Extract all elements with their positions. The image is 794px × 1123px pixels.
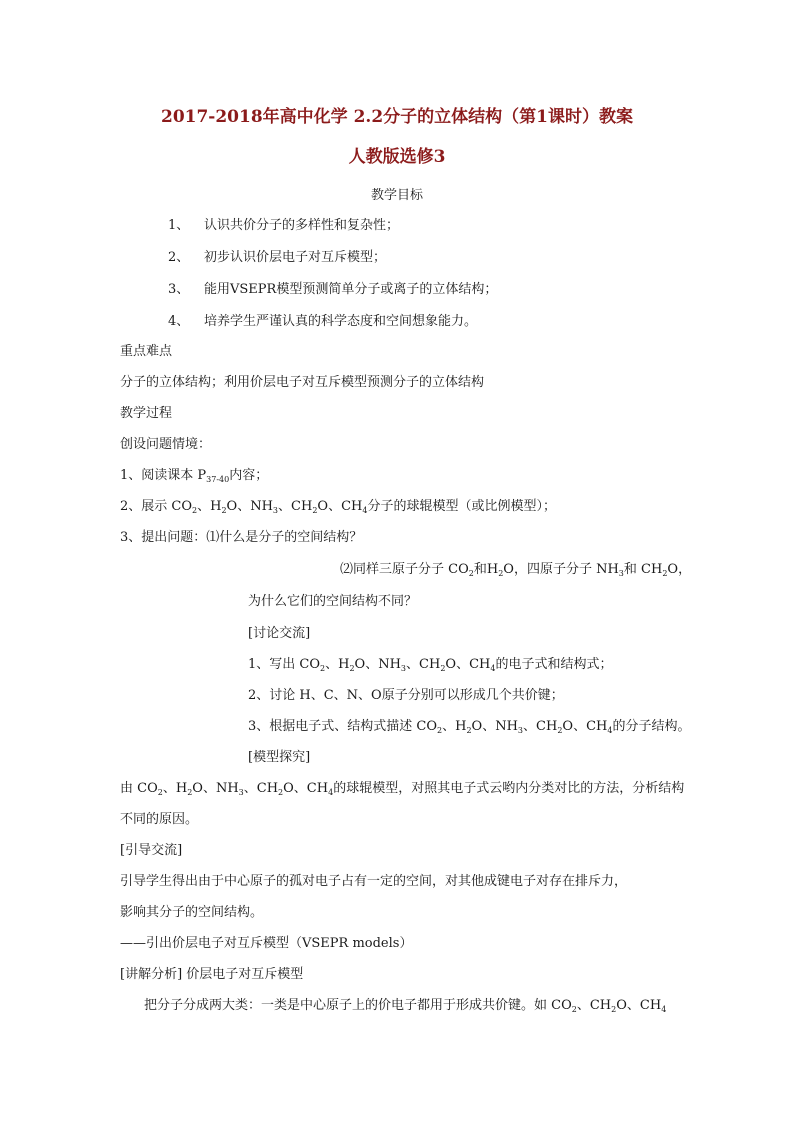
vsepr-line: ——引出价层电子对互斥模型（VSEPR models） bbox=[120, 936, 413, 951]
discussion-item-3: 3、根据电子式、结构式描述 $CO_2$、$H_2O$、$NH_3$、$CH_2O$、$CH_4$的分子结构。 bbox=[248, 719, 691, 735]
explain-heading: [讲解分析] 价层电子对互斥模型 bbox=[120, 967, 304, 982]
section-heading-objectives: 教学目标 bbox=[370, 188, 423, 203]
document-title: 2017-2018年高中化学 2.2分子的立体结构（第1课时）教案 bbox=[160, 107, 633, 127]
guide-paragraph-line-2: 影响其分子的空间结构。 bbox=[120, 905, 264, 920]
key-points-text: 分子的立体结构；利用价层电子对互斥模型预测分子的立体结构 bbox=[120, 375, 485, 390]
process-heading: 教学过程 bbox=[120, 406, 173, 421]
step-3: 3、提出问题：⑴什么是分子的空间结构？ bbox=[120, 530, 363, 545]
objective-text: 初步认识价层电子对互斥模型； bbox=[204, 250, 387, 265]
scenario-heading: 创设问题情境： bbox=[120, 437, 212, 452]
objective-item bbox=[168, 218, 400, 234]
objective-number: 3、 bbox=[168, 282, 190, 297]
discussion-heading: [讨论交流] bbox=[248, 626, 311, 641]
key-points-heading: 重点难点 bbox=[120, 344, 173, 359]
discussion-item-2: 2、讨论 H、C、N、O原子分别可以形成几个共价键； bbox=[248, 688, 564, 703]
model-paragraph-line-2: 不同的原因。 bbox=[120, 812, 199, 827]
discussion-item-1: 1、写出 $CO_2$、$H_2O$、$NH_3$、$CH_2O$、$CH_4$的电子式和结构式； bbox=[248, 657, 613, 673]
objective-number: 4、 bbox=[168, 314, 190, 329]
objective-text: 培养学生严谨认真的科学态度和空间想象能力。 bbox=[204, 314, 478, 329]
guide-heading: [引导交流] bbox=[120, 843, 183, 858]
objective-item bbox=[168, 250, 387, 266]
model-heading: [模型探究] bbox=[248, 750, 311, 765]
model-paragraph-line-1: 由 $CO_2$、$H_2O$、$NH_3$、$CH_2O$、$CH_4$的球辊模型，对照其电子式云哟内分类对比的方法，分析结构 bbox=[120, 781, 685, 797]
question-2-line-2: 为什么它们的空间结构不同？ bbox=[248, 594, 418, 609]
objective-item bbox=[168, 314, 478, 330]
objective-number: 2、 bbox=[168, 250, 190, 265]
objective-text: 认识共价分子的多样性和复杂性； bbox=[204, 218, 400, 233]
step-2: 2、展示 $CO_2$、$H_2O$、$NH_3$、$CH_2O$、$CH_4$分子的球辊模型（或比例模型）； bbox=[120, 499, 556, 515]
last-paragraph-line: 把分子分成两大类：一类是中心原子上的价电子都用于形成共价键。如 $CO_2$、$CH_2O$、$CH_4$ bbox=[144, 998, 667, 1014]
question-2-line-1: ⑵同样三原子分子 $CO_2$和$H_2O$，四原子分子 $NH_3$和 $CH_2O$， bbox=[340, 562, 692, 578]
document-subtitle: 人教版选修3 bbox=[348, 147, 446, 167]
objective-item bbox=[168, 282, 498, 298]
step-1: 1、阅读课本 $P_{37-40}$内容； bbox=[120, 468, 269, 484]
objective-text: 能用VSEPR模型预测简单分子或离子的立体结构； bbox=[204, 282, 498, 297]
guide-paragraph-line-1: 引导学生得出由于中心原子的孤对电子占有一定的空间，对其他成键电子对存在排斥力， bbox=[120, 874, 628, 889]
objective-number: 1、 bbox=[168, 218, 190, 233]
